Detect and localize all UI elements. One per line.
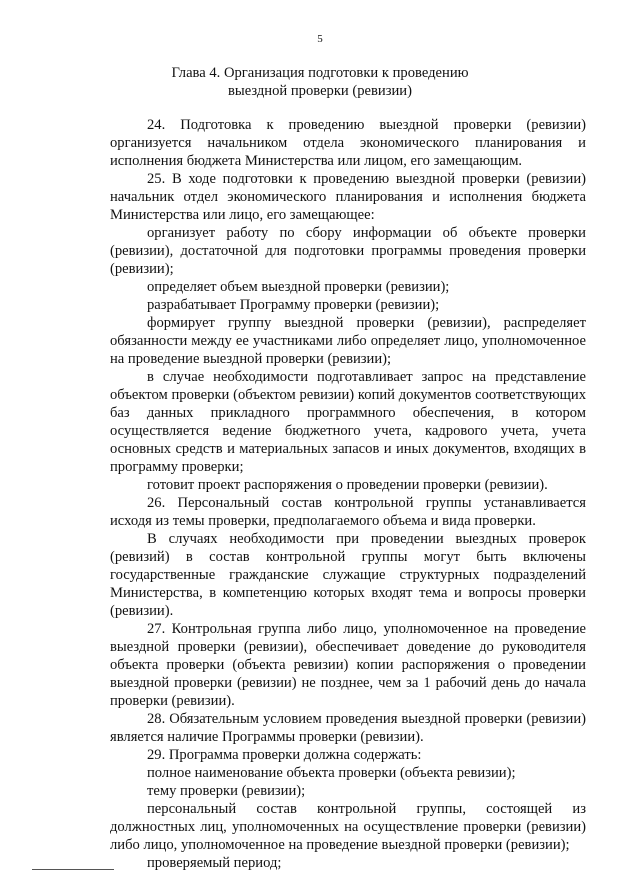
paragraph-29-item-topic: тему проверки (ревизии); xyxy=(147,783,306,799)
paragraph-29-item-name: полное наименование объекта проверки (объекта ревизии); xyxy=(147,765,516,781)
paragraph-27: 27. Контрольная группа либо лицо, уполномоченное на проведение выездной проверки (ревизии), обеспечивает доведение до руководителя объекта проверки (объекта ревизии) копии распоряжения о проведении выездной проверки (ревизии) не позднее, чем за 1 рабочий день до начала проверки (ревизии). xyxy=(110,621,586,709)
paragraph-25-item-order-draft: готовит проект распоряжения о проведении проверки (ревизии). xyxy=(147,477,548,493)
paragraph-25-item-scope: определяет объем выездной проверки (ревизии); xyxy=(147,279,450,295)
body-text xyxy=(110,116,586,872)
paragraph-28: 28. Обязательным условием проведения выездной проверки (ревизии) является наличие Программы проверки (ревизии). xyxy=(110,711,586,745)
page-number: 5 xyxy=(317,33,323,45)
paragraph-26: 26. Персональный состав контрольной группы устанавливается исходя из темы проверки, предполагаемого объема и вида проверки. xyxy=(110,495,586,529)
paragraph-25-item-request: в случае необходимости подготавливает запрос на представление объектом проверки (объектом ревизии) копий документов соответствующих баз данных прикладного программного обеспечения, в котором осуществляется ведение бюджетного учета, кадрового учета, учета основных средств и материальных запасов и иных документов, входящих в программу проверки; xyxy=(110,369,586,475)
paragraph-25-item-group: формирует группу выездной проверки (ревизии), распределяет обязанности между ее участниками либо определяет лицо, уполномоченное на проведение выездной проверки (ревизии); xyxy=(110,315,586,367)
paragraph-25-item-collect-info: организует работу по сбору информации об объекте проверки (ревизии), достаточной для подготовки программы проведения проверки (ревизии); xyxy=(110,225,586,277)
paragraph-25-item-program: разрабатывает Программу проверки (ревизии); xyxy=(147,297,440,313)
paragraph-29-item-staff: персональный состав контрольной группы, состоящей из должностных лиц, уполномоченных на осуществление проверки (ревизии) либо лицо, уполномоченное на проведение выездной проверки (ревизии); xyxy=(110,801,586,853)
paragraph-24: 24. Подготовка к проведению выездной проверки (ревизии) организуется начальником отдела экономического планирования и исполнения бюджета Министерства или лицом, его замещающим. xyxy=(110,117,586,169)
paragraph-29-item-period: проверяемый период; xyxy=(147,855,282,871)
paragraph-26-continued: В случаях необходимости при проведении выездных проверок (ревизий) в состав контрольной группы могут быть включены государственные гражданские служащие структурных подразделений Министерства, в компетенцию которых входят тема и вопросы проверки (ревизии). xyxy=(110,531,586,619)
footer-rule xyxy=(32,869,114,870)
chapter-title-line-1: Глава 4. Организация подготовки к проведению xyxy=(171,65,469,81)
paragraph-25: 25. В ходе подготовки к проведению выездной проверки (ревизии) начальник отдел экономического планирования и исполнения бюджета Министерства или лицо, его замещающее: xyxy=(110,171,586,223)
paragraph-29: 29. Программа проверки должна содержать: xyxy=(147,747,422,763)
chapter-title xyxy=(110,64,530,100)
chapter-title-line-2: выездной проверки (ревизии) xyxy=(228,83,412,99)
